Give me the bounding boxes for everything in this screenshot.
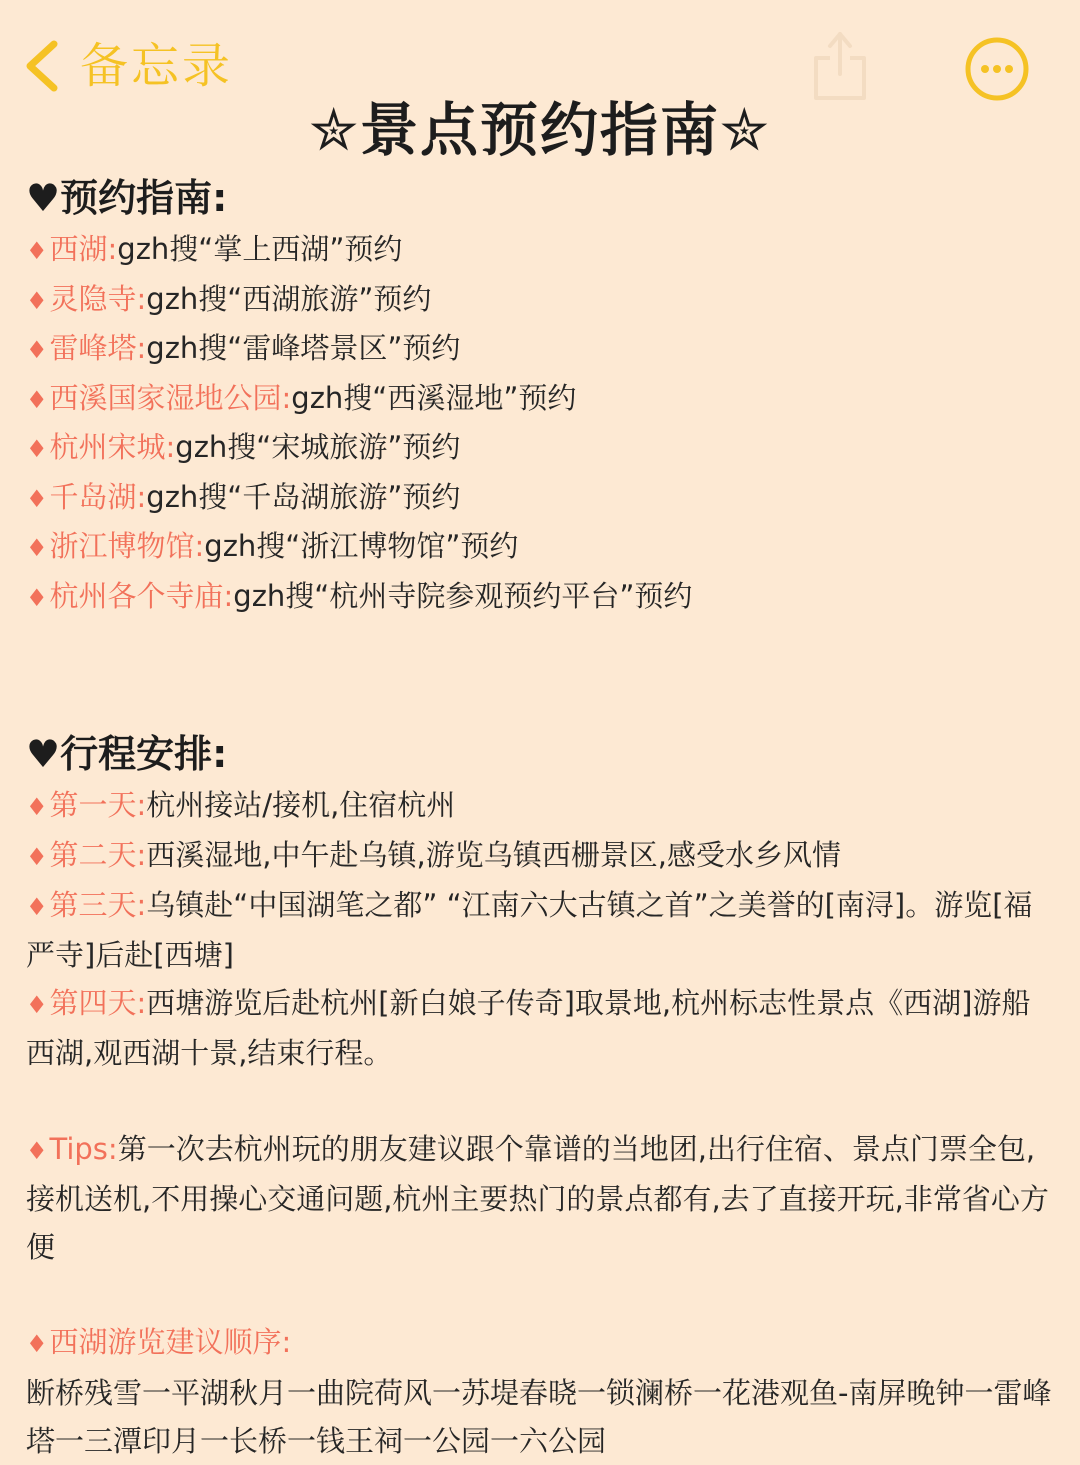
day-label: 第三天: — [49, 888, 147, 922]
tips-label: Tips: — [49, 1132, 118, 1166]
day-text: 乌镇赴“中国湖笔之都” “江南六大古镇之首”之美誉的[南浔]。游览[福严寺]后赴[西塘] — [26, 888, 1033, 972]
place-name: 浙江博物馆: — [49, 529, 205, 563]
booking-item — [26, 325, 1056, 375]
day-label: 第二天: — [49, 837, 147, 872]
itinerary-day — [26, 832, 1056, 882]
place-name: 西溪国家湿地公园: — [49, 380, 292, 415]
itinerary-day — [26, 881, 1056, 979]
route-text: 断桥残雪一平湖秋月一曲院荷风一苏堤春晓一锁澜桥一花港观鱼-南屏晚钟一雷峰塔一三潭印月一长桥一钱王祠一公园一六公园 — [26, 1375, 1052, 1458]
place-name: 雷峰塔: — [49, 331, 147, 365]
day-text: 西塘游览后赴杭州[新白娘子传奇]取景地,杭州标志性景点《西湖]游船西湖,观西湖十景,结束行程。 — [26, 986, 1031, 1070]
booking-text: gzh搜“西溪湿地”预约 — [291, 380, 577, 415]
route-heading — [26, 1319, 1056, 1369]
booking-item — [26, 474, 1056, 524]
day-text: 杭州接站/接机,住宿杭州 — [146, 788, 456, 822]
diamond-icon: ♦ — [26, 534, 48, 562]
booking-heading: ♥预约指南: — [26, 176, 228, 220]
booking-item — [26, 573, 1056, 623]
tips-text: 第一次去杭州玩的朋友建议跟个靠谱的当地团,出行住宿、景点门票全包,接机送机,不用操心交通问题,杭州主要热门的景点都有,去了直接开玩,非常省心方便 — [26, 1132, 1049, 1264]
diamond-icon: ♦ — [26, 484, 48, 513]
booking-item — [26, 276, 1056, 326]
diamond-icon: ♦ — [26, 435, 48, 463]
spacer — [26, 1077, 1056, 1125]
diamond-icon: ♦ — [26, 237, 48, 265]
spacer — [26, 622, 1056, 674]
place-name: 杭州宋城: — [49, 430, 176, 464]
booking-item — [26, 226, 1056, 276]
place-name: 西湖: — [49, 232, 118, 266]
page-title: ✮景点预约指南✮ — [309, 96, 771, 164]
booking-text: gzh搜“西湖旅游”预约 — [146, 281, 432, 316]
booking-text: gzh搜“宋城旅游”预约 — [175, 430, 461, 464]
place-name: 灵隐寺: — [49, 281, 147, 316]
day-label: 第一天: — [49, 788, 147, 822]
itinerary-heading: ♥行程安排: — [26, 732, 228, 776]
diamond-icon: ♦ — [26, 286, 48, 315]
booking-text: gzh搜“雷峰塔景区”预约 — [146, 331, 461, 365]
day-label: 第四天: — [49, 986, 147, 1020]
booking-item — [26, 424, 1056, 474]
diamond-icon: ♦ — [26, 893, 48, 921]
booking-text: gzh搜“掌上西湖”预约 — [117, 232, 403, 266]
spacer — [26, 1271, 1056, 1319]
route-label: 西湖游览建议顺序: — [49, 1325, 292, 1359]
diamond-icon: ♦ — [26, 793, 48, 821]
diamond-icon: ♦ — [26, 336, 48, 364]
back-label: 备忘录 — [80, 38, 234, 94]
diamond-icon: ♦ — [26, 1330, 48, 1358]
tips-paragraph — [26, 1125, 1056, 1271]
booking-text: gzh搜“浙江博物馆”预约 — [204, 529, 519, 563]
itinerary-day — [26, 979, 1056, 1077]
back-button[interactable] — [22, 36, 233, 96]
diamond-icon: ♦ — [26, 991, 48, 1019]
diamond-icon: ♦ — [26, 842, 48, 871]
spacer — [26, 674, 1056, 726]
place-name: 千岛湖: — [49, 479, 147, 514]
day-text: 西溪湿地,中午赴乌镇,游览乌镇西栅景区,感受水乡风情 — [146, 837, 841, 872]
itinerary-day — [26, 782, 1056, 832]
diamond-icon: ♦ — [26, 1137, 48, 1165]
booking-text: gzh搜“杭州寺院参观预约平台”预约 — [233, 578, 693, 613]
booking-text: gzh搜“千岛湖旅游”预约 — [146, 479, 461, 514]
chevron-left-icon — [22, 38, 62, 94]
place-name: 杭州各个寺庙: — [49, 578, 234, 613]
booking-item — [26, 375, 1056, 425]
booking-item — [26, 523, 1056, 573]
memo-content — [26, 170, 1056, 1465]
diamond-icon: ♦ — [26, 583, 48, 612]
diamond-icon: ♦ — [26, 385, 48, 414]
